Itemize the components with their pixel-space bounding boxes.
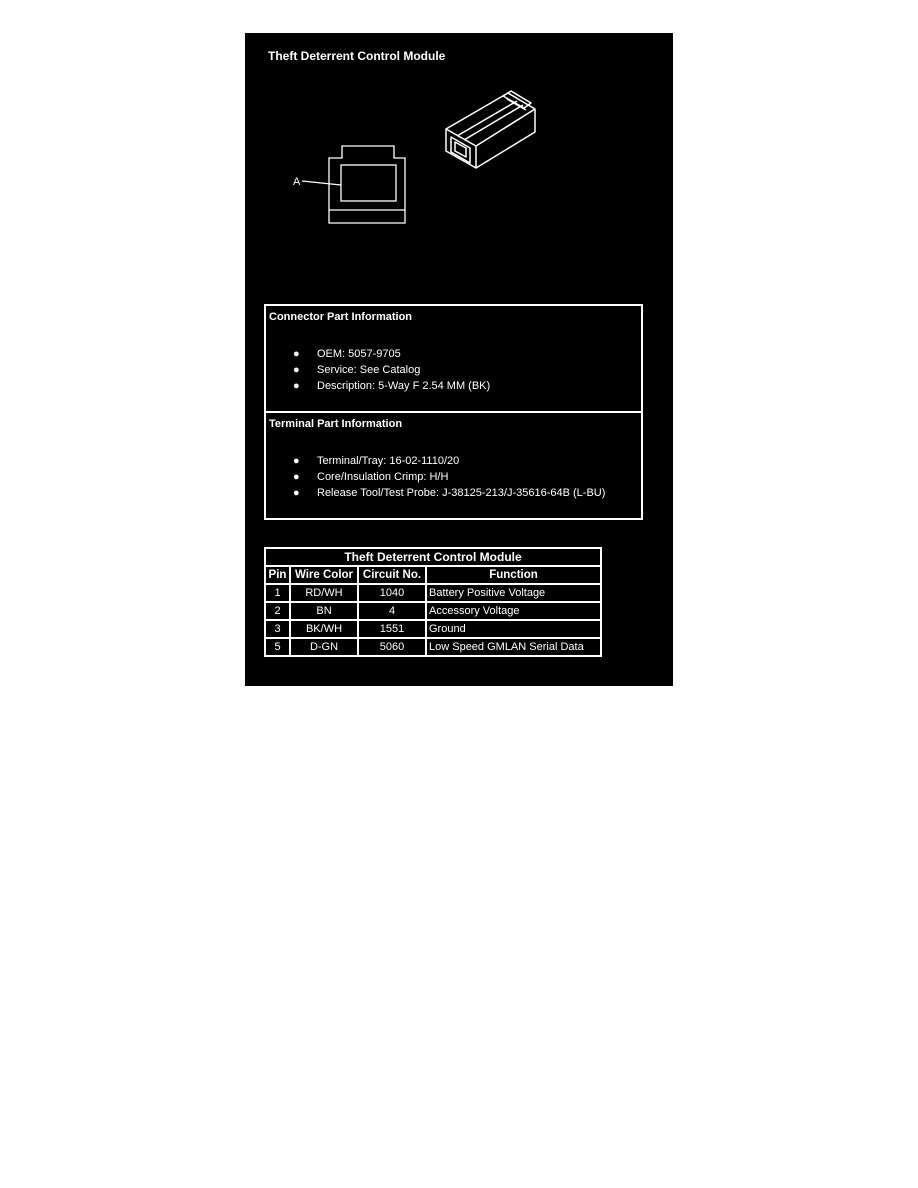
- connector-part-section: [266, 306, 641, 411]
- list-item: [266, 469, 605, 485]
- terminal-part-list: [266, 453, 605, 501]
- list-item-text: Service: See Catalog: [317, 364, 421, 376]
- pin-cell: 2: [265, 602, 290, 620]
- column-header-function: Function: [426, 566, 601, 584]
- list-item: [266, 346, 490, 362]
- circuit-no-cell: 5060: [358, 638, 426, 656]
- circuit-no-cell: 1040: [358, 584, 426, 602]
- pin-table: [264, 547, 602, 657]
- list-item-text: Core/Insulation Crimp: H/H: [317, 471, 449, 483]
- list-item-text: Description: 5-Way F 2.54 MM (BK): [317, 380, 491, 392]
- circuit-no-cell: 1551: [358, 620, 426, 638]
- bullet-icon: ●: [293, 380, 300, 392]
- connector-part-list: [266, 346, 490, 394]
- circuit-no-cell: 4: [358, 602, 426, 620]
- table-caption: Theft Deterrent Control Module: [265, 548, 601, 566]
- column-header-wire-color: Wire Color: [290, 566, 358, 584]
- wire-color-cell: D-GN: [290, 638, 358, 656]
- pin-cell: 5: [265, 638, 290, 656]
- connector-part-heading: Connector Part Information: [269, 311, 413, 323]
- pin-cell: 1: [265, 584, 290, 602]
- connector-body-icon: [446, 91, 535, 168]
- bullet-icon: ●: [293, 471, 300, 483]
- table-row: [265, 584, 601, 602]
- list-item-text: Terminal/Tray: 16-02-1110/20: [317, 455, 460, 467]
- column-header-pin: Pin: [265, 566, 290, 584]
- callout-label-a: A: [293, 176, 301, 188]
- list-item: [266, 453, 605, 469]
- bullet-icon: ●: [293, 455, 300, 467]
- list-item-text: OEM: 5057-9705: [317, 348, 401, 360]
- terminal-part-section: [266, 411, 641, 516]
- table-row: [265, 602, 601, 620]
- list-item: [266, 378, 490, 394]
- pin-cell: 3: [265, 620, 290, 638]
- connector-face-icon: [302, 146, 405, 223]
- wire-color-cell: BN: [290, 602, 358, 620]
- bullet-icon: ●: [293, 487, 300, 499]
- function-cell: Low Speed GMLAN Serial Data: [426, 638, 601, 656]
- terminal-part-heading: Terminal Part Information: [269, 418, 403, 430]
- connector-panel: [245, 33, 673, 686]
- panel-title: Theft Deterrent Control Module: [268, 49, 446, 63]
- function-cell: Battery Positive Voltage: [426, 584, 601, 602]
- table-row: [265, 620, 601, 638]
- connector-figure: [245, 33, 673, 293]
- function-cell: Ground: [426, 620, 601, 638]
- table-row: [265, 638, 601, 656]
- function-cell: Accessory Voltage: [426, 602, 601, 620]
- part-info-box: [264, 304, 643, 520]
- column-header-circuit-no: Circuit No.: [358, 566, 426, 584]
- wire-color-cell: RD/WH: [290, 584, 358, 602]
- list-item-text: Release Tool/Test Probe: J-38125-213/J-35616-64B (L-BU): [317, 487, 606, 499]
- list-item: [266, 485, 605, 501]
- bullet-icon: ●: [293, 348, 300, 360]
- list-item: [266, 362, 490, 378]
- wire-color-cell: BK/WH: [290, 620, 358, 638]
- bullet-icon: ●: [293, 364, 300, 376]
